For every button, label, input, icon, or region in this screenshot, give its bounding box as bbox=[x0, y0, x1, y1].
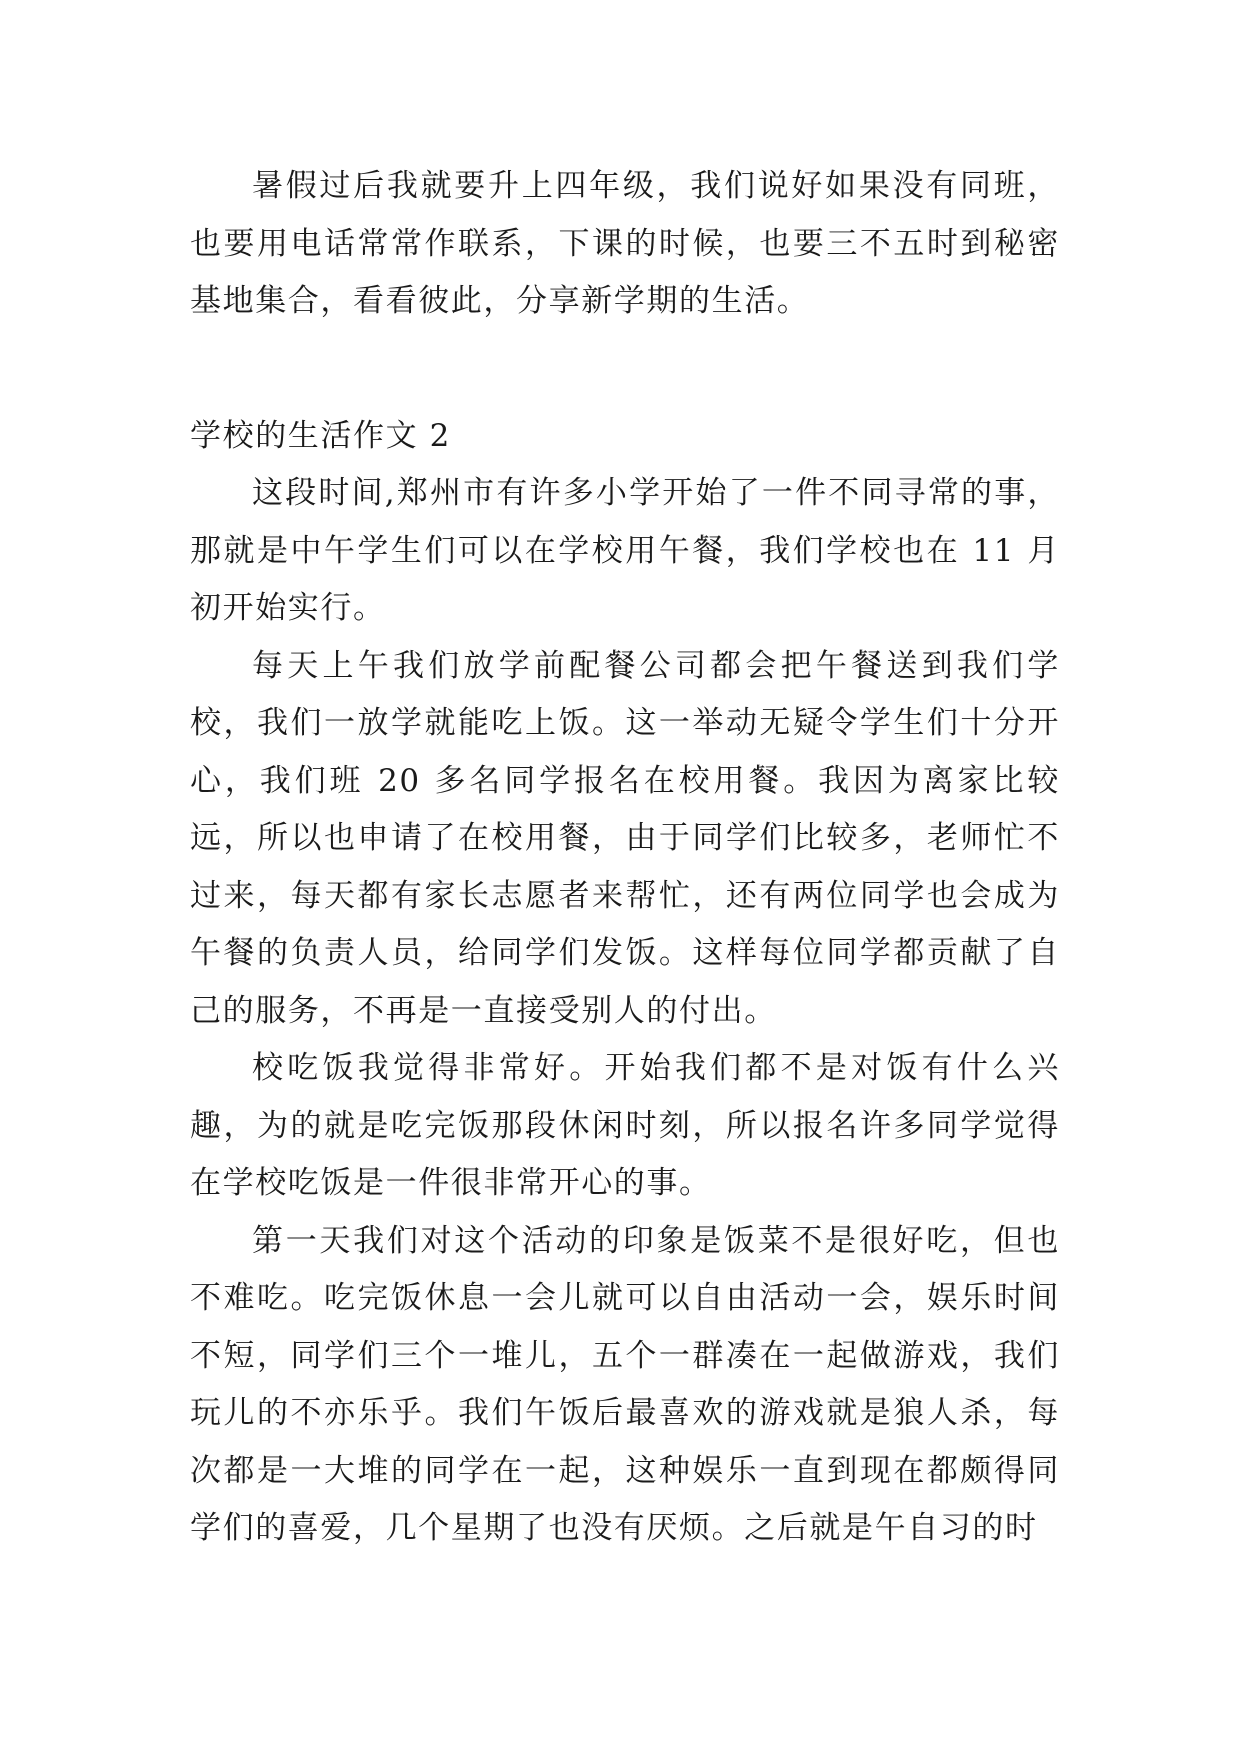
body-paragraph: 校吃饭我觉得非常好。开始我们都不是对饭有什么兴趣，为的就是吃完饭那段休闲时刻，所以报名许多同学觉得在学校吃饭是一件很非常开心的事。 bbox=[190, 1050, 1060, 1201]
body-paragraph: 每天上午我们放学前配餐公司都会把午餐送到我们学校，我们一放学就能吃上饭。这一举动无疑令学生们十分开心，我们班 20 多名同学报名在校用餐。我因为离家比较远，所以也申请了在校用餐，由于同学们比较多，老师忙不过来，每天都有家长志愿者来帮忙，还有两位同学也会成为午餐的负责人员，给同学们发饭。这样每位同学都贡献了自己的服务，不再是一直接受别人的付出。 bbox=[190, 647, 1060, 1029]
paragraph-spacer bbox=[190, 331, 1060, 408]
document-body bbox=[190, 158, 1060, 1558]
body-paragraph: 这段时间,郑州市有许多小学开始了一件不同寻常的事，那就是中午学生们可以在学校用午餐，我们学校也在 11 月初开始实行。 bbox=[190, 475, 1060, 626]
intro-paragraph: 暑假过后我就要升上四年级，我们说好如果没有同班，也要用电话常常作联系，下课的时候，也要三不五时到秘密基地集合，看看彼此，分享新学期的生活。 bbox=[190, 168, 1060, 319]
body-paragraph: 第一天我们对这个活动的印象是饭菜不是很好吃，但也不难吃。吃完饭休息一会儿就可以自由活动一会，娱乐时间不短，同学们三个一堆儿，五个一群凑在一起做游戏，我们玩儿的不亦乐乎。我们午饭后最喜欢的游戏就是狼人杀，每次都是一大堆的同学在一起，这种娱乐一直到现在都颇得同学们的喜爱，几个星期了也没有厌烦。之后就是午自习的时 bbox=[190, 1222, 1060, 1546]
section-title: 学校的生活作文 2 bbox=[190, 417, 451, 454]
